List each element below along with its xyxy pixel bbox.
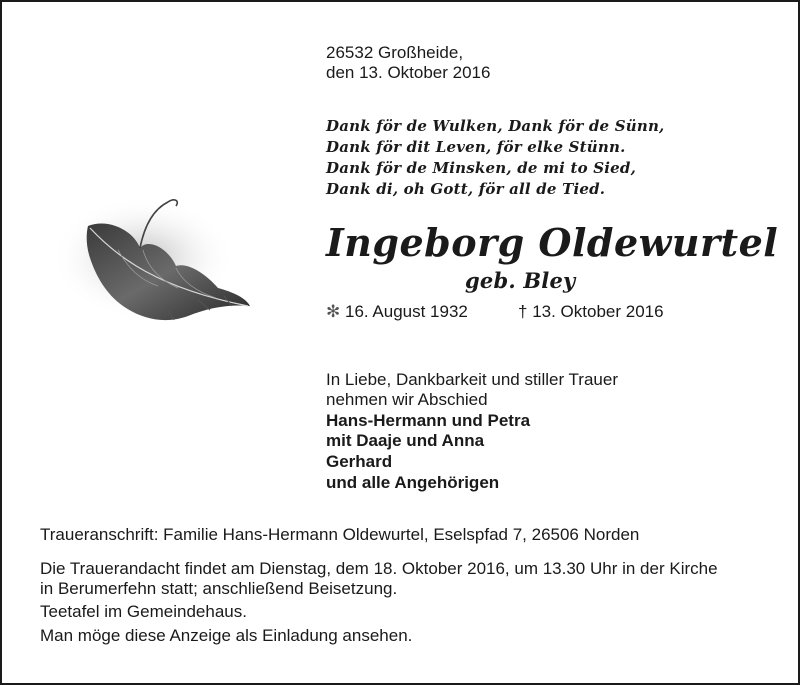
mourning-address: Traueranschrift: Familie Hans-Hermann Oldewurtel, Eselspfad 7, 26506 Norden xyxy=(40,525,640,544)
mourner-name-2: mit Daaje und Anna xyxy=(326,431,485,450)
date-line: den 13. Oktober 2016 xyxy=(326,63,491,82)
mourners-intro-1: In Liebe, Dankbarkeit und stiller Trauer xyxy=(326,370,618,389)
death-date-text: 13. Oktober 2016 xyxy=(532,302,664,321)
service-info-1: Die Trauerandacht findet am Dienstag, dem 18. Oktober 2016, um 13.30 Uhr in der Kirche xyxy=(40,559,718,578)
poem-line-1: Dank för de Wulken, Dank för de Sünn, xyxy=(326,117,665,135)
poem-line-3: Dank för de Minsken, de mi to Sied, xyxy=(326,159,637,177)
mourner-name-3: Gerhard xyxy=(326,452,393,471)
birth-symbol-icon: ✻ xyxy=(326,302,341,321)
mourner-name-4: und alle Angehörigen xyxy=(326,473,500,492)
mourner-name-1: Hans-Hermann und Petra xyxy=(326,411,531,430)
invitation-note: Man möge diese Anzeige als Einladung ansehen. xyxy=(40,626,413,645)
mourners-intro-2: nehmen wir Abschied xyxy=(326,390,488,409)
birth-date-text: 16. August 1932 xyxy=(344,302,468,321)
tea-info: Teetafel im Gemeindehaus. xyxy=(40,602,247,621)
poem-line-4: Dank di, oh Gott, för all de Tied. xyxy=(326,180,606,198)
poem-line-2: Dank för dit Leven, för elke Stünn. xyxy=(326,138,626,156)
deceased-name: Ingeborg Oldewurtel xyxy=(326,220,779,265)
cross-icon: † xyxy=(518,302,528,321)
place-line: 26532 Großheide, xyxy=(326,43,464,62)
maiden-name: geb. Bley xyxy=(465,268,576,293)
death-date xyxy=(518,302,664,322)
service-info-2: in Berumerfehn statt; anschließend Beisetzung. xyxy=(40,579,398,598)
birth-date xyxy=(326,302,468,322)
autumn-leaf-icon xyxy=(48,188,258,338)
